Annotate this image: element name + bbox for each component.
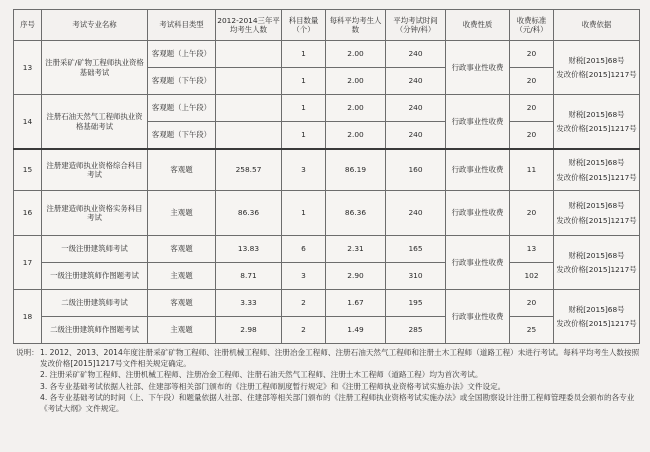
basis-line: 发改价格[2015]1217号 xyxy=(556,70,637,79)
name-cell: 一级注册建筑师作图题考试 xyxy=(42,263,148,290)
per-cell: 1.67 xyxy=(326,290,386,317)
table-row xyxy=(14,290,640,317)
type-cell: 客观题（下午段） xyxy=(148,68,216,95)
type-cell: 主观题 xyxy=(148,263,216,290)
count-cell: 1 xyxy=(282,122,326,150)
seq-cell: 13 xyxy=(14,41,42,95)
fee-cell: 20 xyxy=(510,95,554,122)
note-text: 4. 各专业基础考试的时间（上、下午段）和题量依据人社部、住建部等相关部门颁布的《注册工程师执业资格考试实施办法》或全国勘察设计注册工程师管理委员会颁布的各专业《考试大纲》文件规定。 xyxy=(40,392,635,414)
basis-line: 发改价格[2015]1217号 xyxy=(556,319,637,328)
per-cell: 2.00 xyxy=(326,68,386,95)
table-row xyxy=(14,317,640,344)
avg-cell xyxy=(216,95,282,122)
fee-cell: 20 xyxy=(510,290,554,317)
basis-cell xyxy=(554,236,640,290)
avg-cell xyxy=(216,41,282,68)
avg-cell: 86.36 xyxy=(216,191,282,236)
per-cell: 2.31 xyxy=(326,236,386,263)
seq-cell: 17 xyxy=(14,236,42,290)
name-cell: 二级注册建筑师作图题考试 xyxy=(42,317,148,344)
fee-table xyxy=(13,9,640,344)
basis-cell xyxy=(554,41,640,95)
time-cell: 310 xyxy=(386,263,446,290)
nature-cell: 行政事业性收费 xyxy=(446,290,510,344)
avg-cell xyxy=(216,122,282,150)
basis-cell xyxy=(554,191,640,236)
note-item xyxy=(16,392,640,414)
name-cell: 注册建造师执业资格实务科目考试 xyxy=(42,191,148,236)
count-cell: 2 xyxy=(282,290,326,317)
time-cell: 240 xyxy=(386,41,446,68)
avg-cell: 2.98 xyxy=(216,317,282,344)
type-cell: 主观题 xyxy=(148,191,216,236)
fee-cell: 25 xyxy=(510,317,554,344)
per-cell: 2.00 xyxy=(326,122,386,150)
header-avg: 2012-2014三年平均考生人数 xyxy=(216,10,282,41)
fee-cell: 13 xyxy=(510,236,554,263)
basis-line: 财税[2015]68号 xyxy=(568,158,625,168)
type-cell: 客观题（上午段） xyxy=(148,41,216,68)
table-row xyxy=(14,41,640,68)
time-cell: 165 xyxy=(386,236,446,263)
fee-cell: 11 xyxy=(510,149,554,191)
type-cell: 客观题 xyxy=(148,290,216,317)
time-cell: 240 xyxy=(386,191,446,236)
time-cell: 160 xyxy=(386,149,446,191)
type-cell: 主观题 xyxy=(148,317,216,344)
time-cell: 240 xyxy=(386,122,446,150)
name-cell: 注册采矿/矿物工程师执业资格基础考试 xyxy=(42,41,148,95)
table-row xyxy=(14,236,640,263)
per-cell: 86.19 xyxy=(326,149,386,191)
avg-cell xyxy=(216,68,282,95)
header-fee: 收费标准（元/科） xyxy=(510,10,554,41)
seq-cell: 15 xyxy=(14,149,42,191)
table-row xyxy=(14,149,640,191)
time-cell: 240 xyxy=(386,95,446,122)
nature-cell: 行政事业性收费 xyxy=(446,191,510,236)
header-row xyxy=(14,10,640,41)
basis-line: 发改价格[2015]1217号 xyxy=(556,265,637,274)
time-cell: 285 xyxy=(386,317,446,344)
header-nature: 收费性质 xyxy=(446,10,510,41)
avg-cell: 8.71 xyxy=(216,263,282,290)
time-cell: 195 xyxy=(386,290,446,317)
basis-line: 财税[2015]68号 xyxy=(568,201,625,211)
header-basis: 收费依据 xyxy=(554,10,640,41)
count-cell: 1 xyxy=(282,68,326,95)
fee-cell: 102 xyxy=(510,263,554,290)
count-cell: 1 xyxy=(282,41,326,68)
avg-cell: 258.57 xyxy=(216,149,282,191)
basis-line: 财税[2015]68号 xyxy=(568,304,625,314)
name-cell: 二级注册建筑师考试 xyxy=(42,290,148,317)
name-cell: 注册建造师执业资格综合科目考试 xyxy=(42,149,148,191)
nature-cell: 行政事业性收费 xyxy=(446,236,510,290)
header-seq: 序号 xyxy=(14,10,42,41)
header-type: 考试科目类型 xyxy=(148,10,216,41)
table-row xyxy=(14,191,640,236)
notes-section xyxy=(16,347,640,414)
table-row xyxy=(14,263,640,290)
time-cell: 240 xyxy=(386,68,446,95)
basis-cell xyxy=(554,290,640,344)
header-time: 平均考试时间（分钟/科） xyxy=(386,10,446,41)
basis-cell xyxy=(554,149,640,191)
seq-cell: 18 xyxy=(14,290,42,344)
notes-lead: 说明： xyxy=(16,348,39,357)
basis-line: 发改价格[2015]1217号 xyxy=(556,215,637,225)
table-row xyxy=(14,95,640,122)
fee-cell: 20 xyxy=(510,68,554,95)
header-count: 科目数量（个） xyxy=(282,10,326,41)
fee-cell: 20 xyxy=(510,191,554,236)
basis-line: 财税[2015]68号 xyxy=(568,55,625,65)
nature-cell: 行政事业性收费 xyxy=(446,95,510,150)
count-cell: 3 xyxy=(282,263,326,290)
header-name: 考试专业名称 xyxy=(42,10,148,41)
basis-cell xyxy=(554,95,640,150)
note-item xyxy=(16,369,640,380)
basis-line: 财税[2015]68号 xyxy=(568,250,625,260)
per-cell: 2.00 xyxy=(326,95,386,122)
header-per: 每科平均考生人数 xyxy=(326,10,386,41)
name-cell: 一级注册建筑师考试 xyxy=(42,236,148,263)
seq-cell: 16 xyxy=(14,191,42,236)
basis-line: 发改价格[2015]1217号 xyxy=(556,124,637,133)
nature-cell: 行政事业性收费 xyxy=(446,149,510,191)
type-cell: 客观题 xyxy=(148,149,216,191)
basis-line: 发改价格[2015]1217号 xyxy=(556,172,637,182)
count-cell: 1 xyxy=(282,95,326,122)
count-cell: 1 xyxy=(282,191,326,236)
per-cell: 86.36 xyxy=(326,191,386,236)
count-cell: 2 xyxy=(282,317,326,344)
name-cell: 注册石油天然气工程师执业资格基础考试 xyxy=(42,95,148,150)
type-cell: 客观题 xyxy=(148,236,216,263)
count-cell: 3 xyxy=(282,149,326,191)
basis-line: 财税[2015]68号 xyxy=(568,109,625,119)
per-cell: 2.90 xyxy=(326,263,386,290)
fee-cell: 20 xyxy=(510,122,554,150)
avg-cell: 13.83 xyxy=(216,236,282,263)
seq-cell: 14 xyxy=(14,95,42,150)
type-cell: 客观题（上午段） xyxy=(148,95,216,122)
per-cell: 2.00 xyxy=(326,41,386,68)
note-text: 1. 2012、2013、2014年度注册采矿矿物工程师、注册机械工程师、注册冶金工程师、注册石油天然气工程师和注册土木工程师（道路工程）未进行考试。每科平均考生人数按照发改价格[2015]1217号文件相关规定确定。 xyxy=(40,348,640,369)
fee-cell: 20 xyxy=(510,41,554,68)
note-text: 2. 注册采矿矿物工程师、注册机械工程师、注册冶金工程师、注册石油天然气工程师、注册土木工程师（道路工程）均为首次考试。 xyxy=(40,370,483,380)
note-item xyxy=(16,381,640,392)
note-text: 3. 各专业基础考试依据人社部、住建部等相关部门颁布的《注册工程师制度暂行规定》和《注册工程师执业资格考试实施办法》文件设定。 xyxy=(40,381,506,391)
nature-cell: 行政事业性收费 xyxy=(446,41,510,95)
note-item xyxy=(16,347,640,369)
per-cell: 1.49 xyxy=(326,317,386,344)
count-cell: 6 xyxy=(282,236,326,263)
avg-cell: 3.33 xyxy=(216,290,282,317)
type-cell: 客观题（下午段） xyxy=(148,122,216,150)
